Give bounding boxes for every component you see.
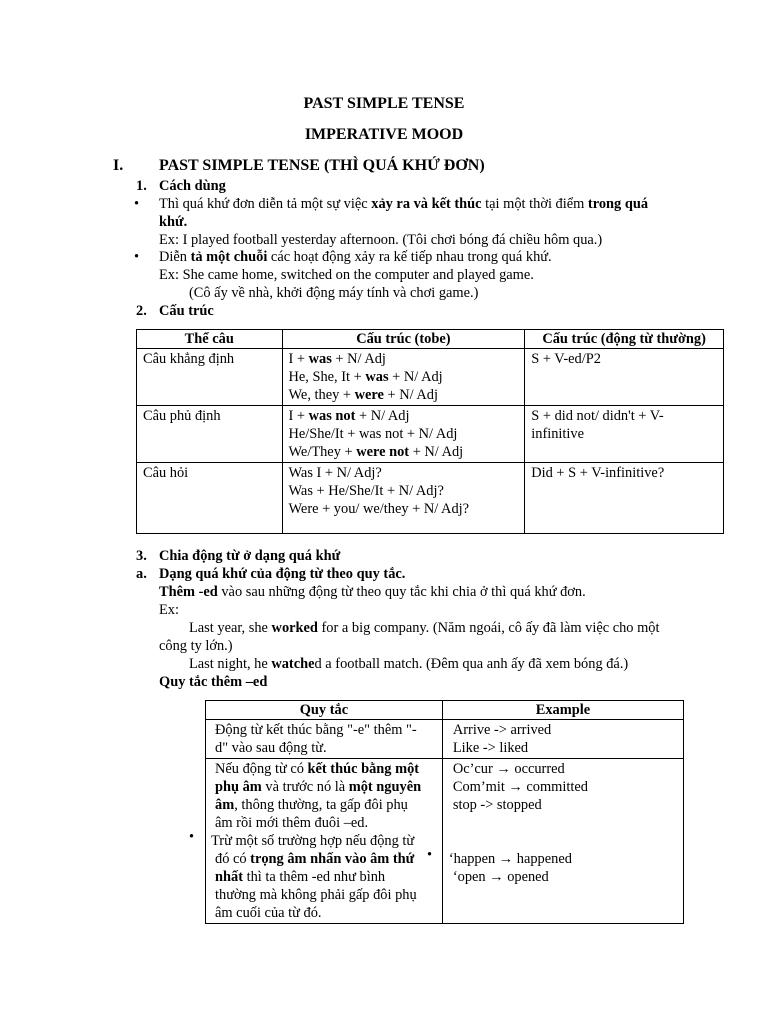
- usage-paragraph-1-cont: khứ.: [159, 214, 188, 230]
- table-row: [206, 720, 684, 759]
- table-row: [137, 463, 724, 534]
- bullet-icon: •: [134, 196, 140, 212]
- usage-example-2-translation: (Cô ấy về nhà, khởi động máy tính và chơi game.): [189, 285, 479, 301]
- sentence-type: Câu phủ định: [137, 406, 283, 463]
- structure-table: [136, 329, 724, 534]
- rules-table: [205, 700, 684, 924]
- verb-structure: S + V-ed/P2: [525, 349, 724, 406]
- conjugation-example-1-cont: công ty lớn.): [159, 638, 233, 654]
- structure-heading: Cấu trúc: [159, 303, 214, 319]
- example-label: Ex:: [159, 602, 179, 618]
- sentence-type: Câu hỏi: [137, 463, 283, 534]
- add-ed-rule: Thêm -ed vào sau những động từ theo quy tắc khi chia ở thì quá khứ đơn.: [159, 584, 586, 600]
- conjugation-heading: Chia động từ ở dạng quá khứ: [159, 548, 341, 564]
- table-row: [137, 406, 724, 463]
- table-row: [137, 349, 724, 406]
- conjugation-example-1: Last year, she worked for a big company. (Năm ngoái, cô ấy đã làm việc cho một: [189, 620, 660, 636]
- usage-number: 1.: [136, 178, 147, 194]
- bullet-icon: •: [427, 847, 433, 863]
- column-header: Thể câu: [137, 330, 283, 349]
- conjugation-example-2: Last night, he watched a football match. (Đêm qua anh ấy đã xem bóng đá.): [189, 656, 629, 672]
- sentence-type: Câu khẳng định: [137, 349, 283, 406]
- section-title: PAST SIMPLE TENSE (THÌ QUÁ KHỨ ĐƠN): [159, 157, 485, 174]
- tobe-structure: I + was not + N/ Adj He/She/It + was not + N/ Adj We/They + were not + N/ Adj: [282, 406, 525, 463]
- structure-number: 2.: [136, 303, 147, 319]
- usage-paragraph-1: Thì quá khứ đơn diễn tả một sự việc xảy ra và kết thúc tại một thời điểm trong quá: [159, 196, 649, 212]
- usage-heading: Cách dùng: [159, 178, 226, 194]
- subsection-letter: a.: [136, 566, 147, 582]
- bullet-icon: •: [189, 829, 195, 845]
- section-number: I.: [113, 157, 124, 174]
- table-row: [206, 759, 684, 924]
- document-subtitle: IMPERATIVE MOOD: [304, 126, 464, 143]
- rules-heading: Quy tắc thêm –ed: [159, 674, 268, 690]
- subsection-heading: Dạng quá khứ của động từ theo quy tắc.: [159, 566, 406, 582]
- bullet-icon: •: [134, 249, 140, 265]
- column-header: Cấu trúc (động từ thường): [525, 330, 724, 349]
- document-title: PAST SIMPLE TENSE: [303, 95, 465, 112]
- table-header-row: [137, 330, 724, 349]
- rule-cell: Động từ kết thúc bằng "-e" thêm "- d" vào sau động từ.: [206, 720, 443, 759]
- tobe-structure: I + was + N/ Adj He, She, It + was + N/ Adj We, they + were + N/ Adj: [282, 349, 525, 406]
- verb-structure: Did + S + V-infinitive?: [525, 463, 724, 534]
- verb-structure: S + did not/ didn't + V- infinitive: [525, 406, 724, 463]
- example-cell: Arrive -> arrived Like -> liked: [442, 720, 683, 759]
- rule-cell: Nếu động từ có kết thúc bằng một phụ âm và trước nó là một nguyên âm, thông thường, ta gấp đôi phụ âm rồi mới thêm đuôi –ed. Trừ một số trường hợp nếu động từ đó có trọng âm nhấn vào âm thứ nhất thì ta thêm -ed như bình thường mà không phải gấp đôi phụ âm cuối của từ đó.: [206, 759, 443, 924]
- tobe-structure: Was I + N/ Adj? Was + He/She/It + N/ Adj? Were + you/ we/they + N/ Adj?: [282, 463, 525, 534]
- column-header: Cấu trúc (tobe): [282, 330, 525, 349]
- usage-example-2: Ex: She came home, switched on the computer and played game.: [159, 267, 534, 283]
- column-header: Example: [442, 701, 683, 720]
- example-cell: Oc’cur → occurred Com’mit → committed stop -> stopped ‘happen → happened ‘open → opened: [442, 759, 683, 924]
- conjugation-number: 3.: [136, 548, 147, 564]
- table-header-row: [206, 701, 684, 720]
- usage-example-1: Ex: I played football yesterday afternoon. (Tôi chơi bóng đá chiều hôm qua.): [159, 232, 603, 248]
- column-header: Quy tắc: [206, 701, 443, 720]
- usage-paragraph-2: Diễn tả một chuỗi các hoạt động xảy ra kế tiếp nhau trong quá khứ.: [159, 249, 552, 265]
